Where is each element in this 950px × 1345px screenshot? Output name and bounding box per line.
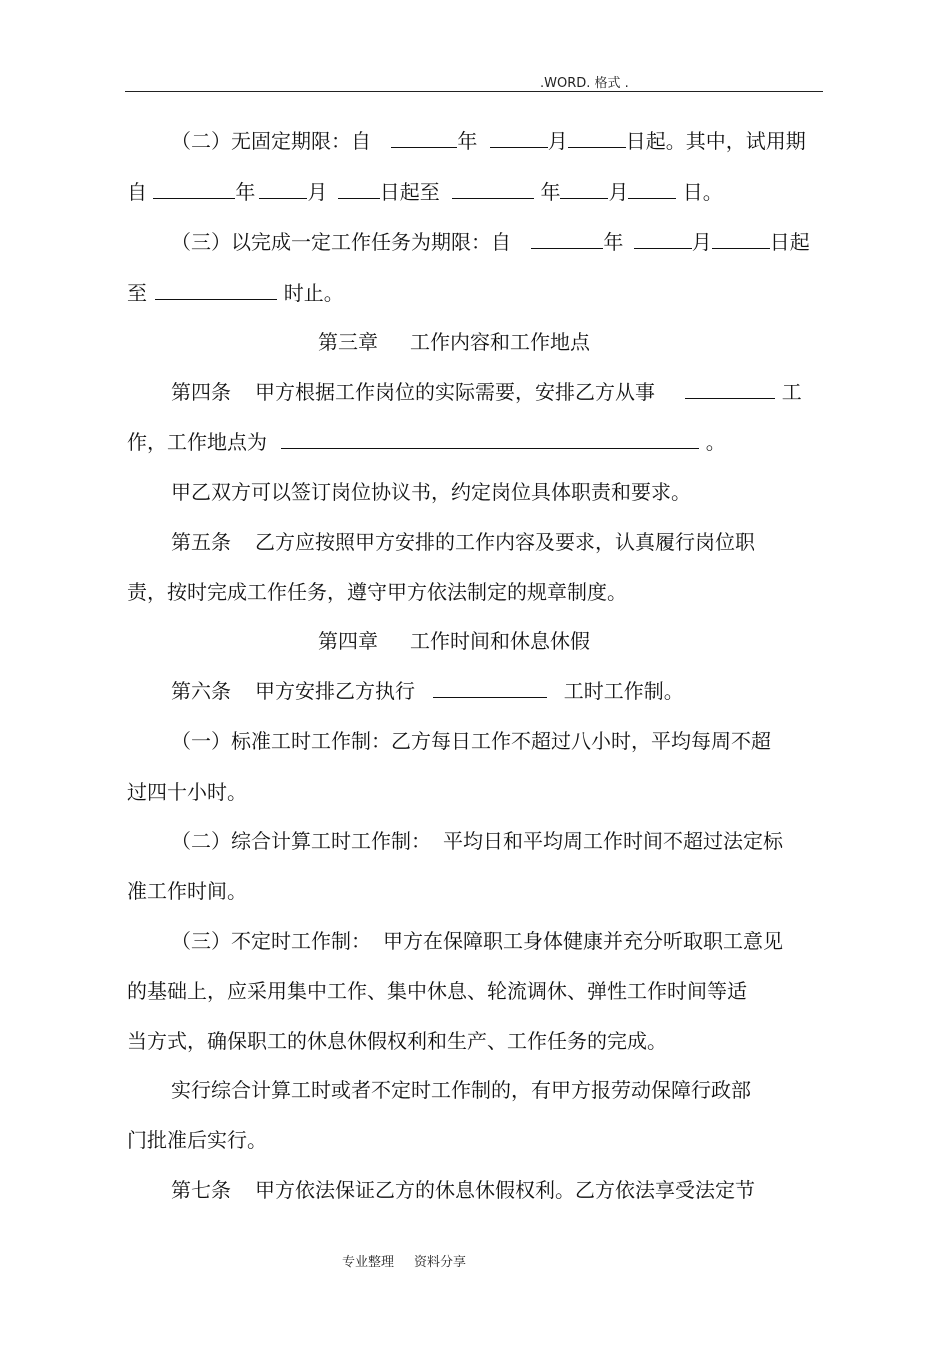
article-6-item1-line2: 过四十小时。 bbox=[127, 780, 247, 804]
article-6-note-line2: 门批准后实行。 bbox=[127, 1128, 267, 1152]
blank-month[interactable] bbox=[490, 129, 548, 148]
article-6-line1: 第六条 甲方安排乙方执行 工时工作制。 bbox=[171, 679, 684, 703]
article-6-item1-line1: （一）标准工时工作制：乙方每日工作不超过八小时，平均每周不超 bbox=[171, 729, 771, 753]
blank-year[interactable] bbox=[153, 180, 235, 199]
blank-job-type[interactable] bbox=[685, 380, 775, 399]
article-6-item3-line1: （三）不定时工作制： 甲方在保障职工身体健康并充分听取职工意见 bbox=[171, 929, 783, 953]
article-5-line2: 责，按时完成工作任务，遵守甲方依法制定的规章制度。 bbox=[127, 580, 627, 604]
blank-year[interactable] bbox=[452, 180, 534, 199]
article-6-item3-line2: 的基础上，应采用集中工作、集中休息、轮流调休、弹性工作时间等适 bbox=[127, 979, 747, 1003]
blank-work-hour-system[interactable] bbox=[433, 679, 547, 698]
blank-end-time[interactable] bbox=[155, 281, 277, 300]
article-6-note-line1: 实行综合计算工时或者不定时工作制的，有甲方报劳动保障行政部 bbox=[171, 1078, 751, 1102]
blank-month[interactable] bbox=[259, 180, 307, 199]
chapter-3-heading: 第三章 工作内容和工作地点 bbox=[318, 330, 590, 354]
article-6-item2-line2: 准工作时间。 bbox=[127, 879, 247, 903]
blank-day[interactable] bbox=[712, 230, 770, 249]
article-5-line1: 第五条 乙方应按照甲方安排的工作内容及要求，认真履行岗位职 bbox=[171, 530, 755, 554]
article-7-line1: 第七条 甲方依法保证乙方的休息休假权利。乙方依法享受法定节 bbox=[171, 1178, 755, 1202]
blank-month[interactable] bbox=[634, 230, 692, 249]
page-footer bbox=[342, 1251, 466, 1270]
footer-left: 专业整理 bbox=[342, 1255, 395, 1270]
blank-day[interactable] bbox=[338, 180, 380, 199]
para-indefinite-term-line2: 自 年 月 日起至 年 月 日。 bbox=[127, 180, 723, 204]
article-4-line3: 甲乙双方可以签订岗位协议书，约定岗位具体职责和要求。 bbox=[171, 480, 691, 504]
chapter-4-heading: 第四章 工作时间和休息休假 bbox=[318, 629, 590, 653]
blank-work-location[interactable] bbox=[281, 430, 699, 449]
blank-year[interactable] bbox=[531, 230, 603, 249]
header-text: .WORD. 格式 . bbox=[540, 76, 629, 91]
article-4-line1: 第四条 甲方根据工作岗位的实际需要，安排乙方从事 工 bbox=[171, 380, 802, 404]
article-4-line2: 作，工作地点为 。 bbox=[127, 430, 726, 454]
footer-right: 资料分享 bbox=[414, 1255, 467, 1270]
header-divider bbox=[125, 91, 823, 92]
blank-month[interactable] bbox=[560, 180, 608, 199]
para-indefinite-term-line1: （二）无固定期限：自 年 月 日起。其中，试用期 bbox=[171, 129, 806, 153]
blank-day[interactable] bbox=[628, 180, 676, 199]
article-6-item3-line3: 当方式，确保职工的休息休假权利和生产、工作任务的完成。 bbox=[127, 1029, 667, 1053]
blank-day[interactable] bbox=[568, 129, 626, 148]
para-task-term-line1: （三）以完成一定工作任务为期限：自 年 月 日起 bbox=[171, 230, 810, 254]
blank-year[interactable] bbox=[391, 129, 457, 148]
para-task-term-line2: 至 时止。 bbox=[127, 281, 344, 305]
article-6-item2-line1: （二）综合计算工时工作制： 平均日和平均周工作时间不超过法定标 bbox=[171, 829, 783, 853]
